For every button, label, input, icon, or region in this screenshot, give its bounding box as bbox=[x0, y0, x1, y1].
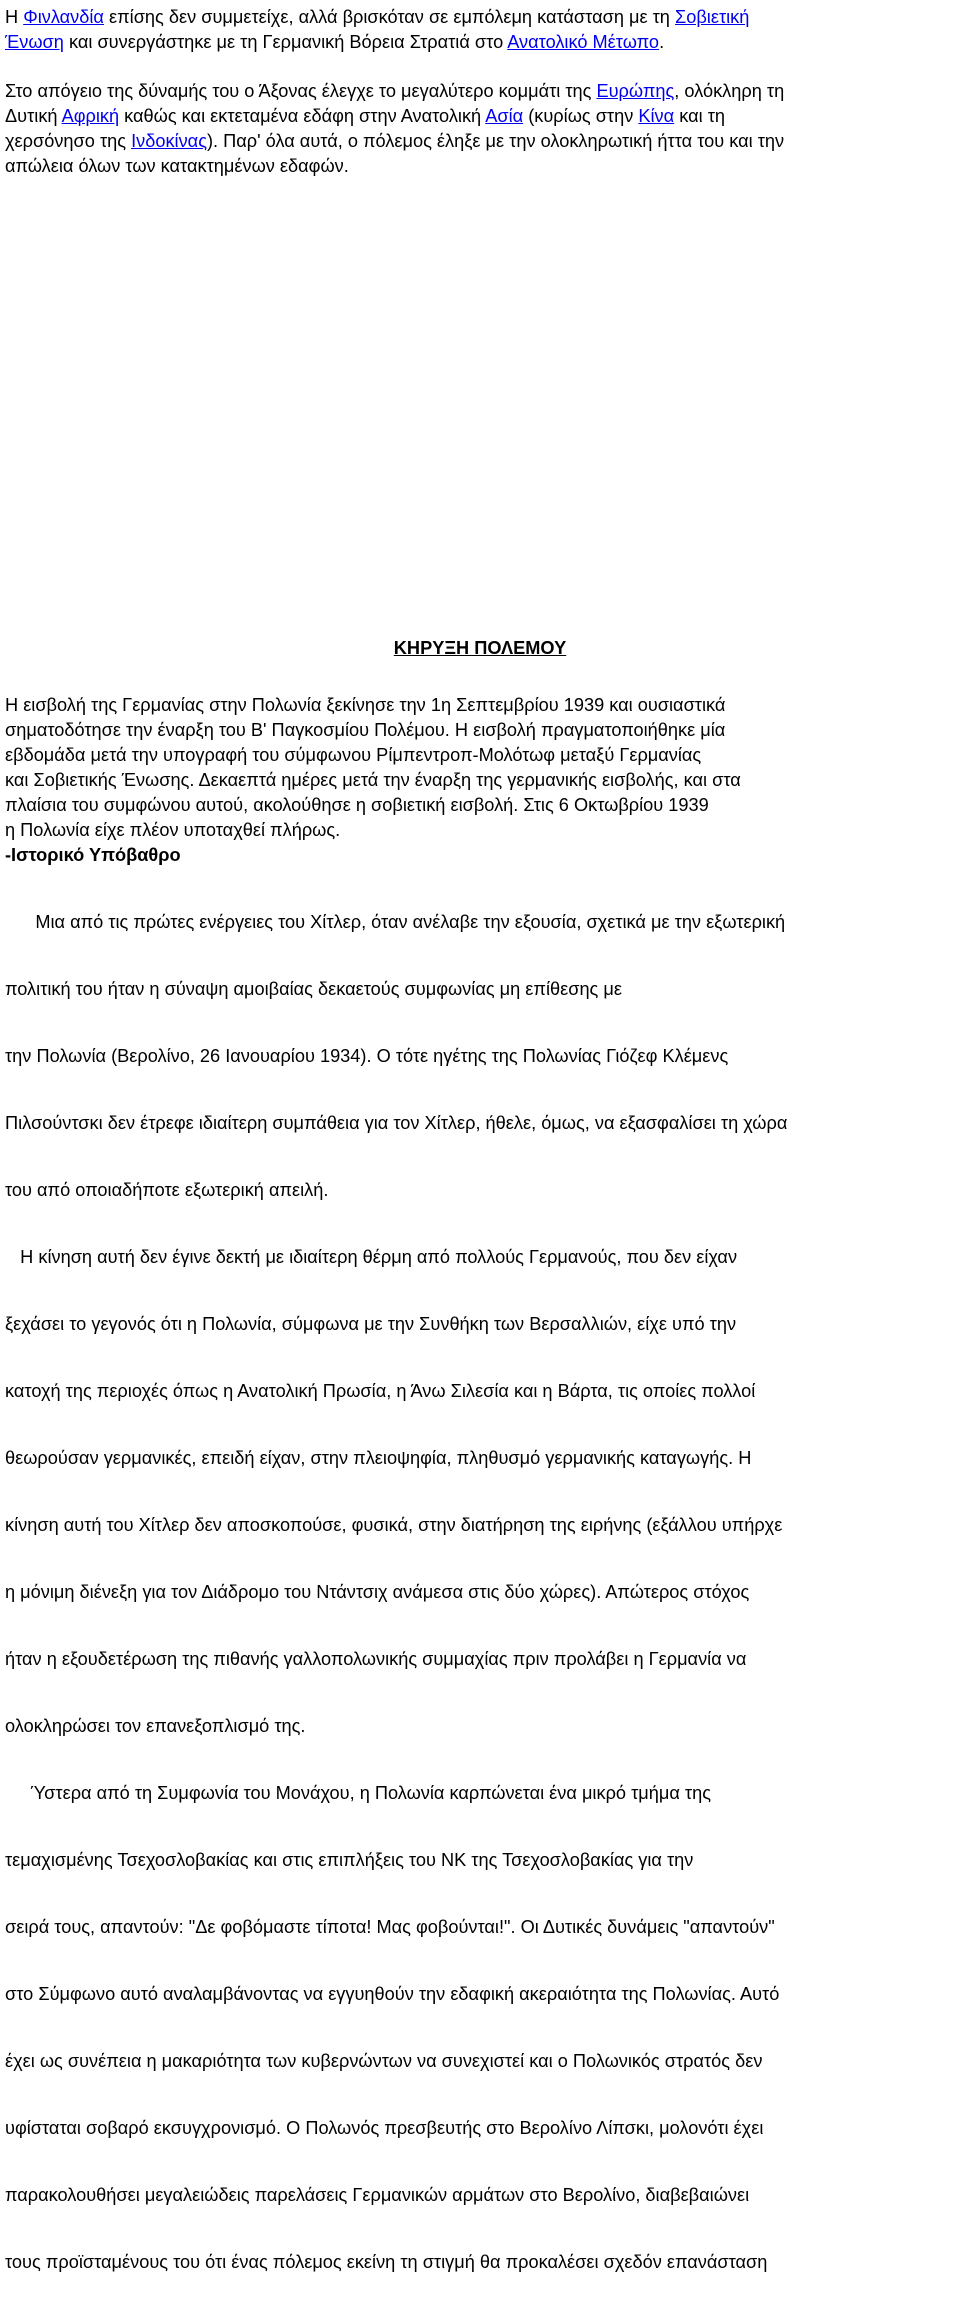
text-span: Η bbox=[5, 7, 24, 27]
text-span: (κυρίως στην bbox=[523, 106, 639, 126]
text-line bbox=[5, 129, 960, 154]
text-span: και τη bbox=[674, 106, 726, 126]
link-eastern-front[interactable]: Ανατολικό Μέτωπο bbox=[507, 32, 660, 52]
link-asia[interactable]: Ασία bbox=[485, 106, 524, 126]
text-line: Ύστερα από τη Συμφωνία του Μονάχου, η Πολωνία καρπώνεται ένα μικρό τμήμα της bbox=[5, 1783, 711, 1803]
link-china[interactable]: Κίνα bbox=[638, 106, 675, 126]
text-line: κατοχή της περιοχές όπως η Ανατολική Πρωσία, η Άνω Σιλεσία και η Βάρτα, τις οποίες πολλοί bbox=[5, 1381, 756, 1401]
text-line: η μόνιμη διένεξη για τον Διάδρομο του Ντάντσιχ ανάμεσα στις δύο χώρες). Απώτερος στόχος bbox=[5, 1582, 750, 1602]
text-line: υφίσταται σοβαρό εκσυγχρονισμό. Ο Πολωνός πρεσβευτής στο Βερολίνο Λίπσκι, μολονότι έχει bbox=[5, 2118, 764, 2138]
text-span: Στο απόγειο της δύναμής του ο Άξονας έλεγχε το μεγαλύτερο κομμάτι της bbox=[5, 81, 597, 101]
text-line: πολιτική του ήταν η σύναψη αμοιβαίας δεκαετούς συμφωνίας μη επίθεσης με bbox=[5, 979, 622, 999]
background-paragraph bbox=[5, 868, 960, 2317]
text-line: κίνηση αυτή του Χίτλερ δεν αποσκοπούσε, φυσικά, στην διατήρηση της ειρήνης (εξάλλου υπήρχε bbox=[5, 1515, 783, 1535]
text-line: Η εισβολή της Γερμανίας στην Πολωνία ξεκίνησε την 1η Σεπτεμβρίου 1939 και ουσιαστικά bbox=[5, 695, 726, 715]
text-line: Πιλσούντσκι δεν έτρεφε ιδιαίτερη συμπάθεια για τον Χίτλερ, ήθελε, όμως, να εξασφαλίσει τη χώρα bbox=[5, 1113, 788, 1133]
text-line: ολοκληρώσει τον επανεξοπλισμό της. bbox=[5, 1716, 306, 1736]
text-span: Δυτική bbox=[5, 106, 62, 126]
text-line bbox=[5, 5, 960, 30]
text-span: , ολόκληρη τη bbox=[674, 81, 785, 101]
text-line: ξεχάσει το γεγονός ότι η Πολωνία, σύμφωνα με την Συνθήκη των Βερσαλλιών, είχε υπό την bbox=[5, 1314, 737, 1334]
text-line: πλαίσια του συμφώνου αυτού, ακολούθησε η σοβιετική εισβολή. Στις 6 Οκτωβρίου 1939 bbox=[5, 795, 709, 815]
text-line: θεωρούσαν γερμανικές, επειδή είχαν, στην πλειοψηφία, πληθυσμό γερμανικής καταγωγής. Η bbox=[5, 1448, 752, 1468]
text-line: παρακολουθήσει μεγαλειώδεις παρελάσεις Γερμανικών αρμάτων στο Βερολίνο, διαβεβαιώνει bbox=[5, 2185, 750, 2205]
text-line: στο Σύμφωνο αυτό αναλαμβάνοντας να εγγυηθούν την εδαφική ακεραιότητα της Πολωνίας. Αυτό bbox=[5, 1984, 780, 2004]
intro-paragraph-axis bbox=[5, 79, 960, 179]
text-line: η Πολωνία είχε πλέον υποταχθεί πλήρως. bbox=[5, 820, 341, 840]
text-line: έχει ως συνέπεια η μακαριότητα των κυβερνώντων να συνεχιστεί και ο Πολωνικός στρατός δεν bbox=[5, 2051, 763, 2071]
text-line: τους προϊσταμένους του ότι ένας πόλεμος εκείνη τη στιγμή θα προκαλέσει σχεδόν επανάσταση bbox=[5, 2252, 768, 2272]
text-line: σειρά τους, απαντούν: "Δε φοβόμαστε τίποτα! Μας φοβούνται!". Οι Δυτικές δυνάμεις "απαντούν" bbox=[5, 1917, 775, 1937]
intro-paragraph-finland bbox=[5, 5, 960, 55]
text-line: και Σοβιετικής Ένωσης. Δεκαεπτά ημέρες μετά την έναρξη της γερμανικής εισβολής, και στα bbox=[5, 770, 741, 790]
invasion-paragraph bbox=[5, 693, 960, 868]
link-finland[interactable]: Φινλανδία bbox=[23, 7, 104, 27]
subheading-background: -Ιστορικό Υπόβαθρο bbox=[5, 845, 181, 865]
text-span: ). Παρ' όλα αυτά, ο πόλεμος έληξε με την ολοκληρωτική ήττα του και την bbox=[206, 131, 785, 151]
text-span: και συνεργάστηκε με τη Γερμανική Βόρεια Στρατιά στο bbox=[63, 32, 508, 52]
text-line: τεμαχισμένης Τσεχοσλοβακίας και στις επιπλήξεις του ΝΚ της Τσεχοσλοβακίας για την bbox=[5, 1850, 694, 1870]
text-line bbox=[5, 104, 960, 129]
text-line: Η κίνηση αυτή δεν έγινε δεκτή με ιδιαίτερη θέρμη από πολλούς Γερμανούς, που δεν είχαν bbox=[5, 1247, 738, 1267]
link-europe[interactable]: Ευρώπης bbox=[596, 81, 675, 101]
link-africa[interactable]: Αφρική bbox=[61, 106, 120, 126]
text-line: ήταν η εξουδετέρωση της πιθανής γαλλοπολωνικής συμμαχίας πριν προλάβει η Γερμανία να bbox=[5, 1649, 747, 1669]
text-line: απώλεια όλων των κατακτημένων εδαφών. bbox=[5, 156, 349, 176]
text-line: Μια από τις πρώτες ενέργειες του Χίτλερ, όταν ανέλαβε την εξουσία, σχετικά με την εξωτερική bbox=[5, 912, 786, 932]
section-title: ΚΗΡΥΞΗ ΠΟΛΕΜΟΥ bbox=[393, 638, 567, 658]
text-line bbox=[5, 79, 960, 104]
text-span: χερσόνησο της bbox=[5, 131, 132, 151]
text-line: σηματοδότησε την έναρξη του Β' Παγκοσμίου Πολέμου. Η εισβολή πραγματοποιήθηκε μία bbox=[5, 720, 726, 740]
text-line: την Πολωνία (Βερολίνο, 26 Ιανουαρίου 1934). Ο τότε ηγέτης της Πολωνίας Γιόζεφ Κλέμενς bbox=[5, 1046, 729, 1066]
text-line: εβδομάδα μετά την υπογραφή του σύμφωνου Ρίμπεντροπ-Μολότωφ μεταξύ Γερμανίας bbox=[5, 745, 702, 765]
text-span: καθώς και εκτεταμένα εδάφη στην Ανατολική bbox=[119, 106, 486, 126]
text-line: του από οποιαδήποτε εξωτερική απειλή. bbox=[5, 1180, 329, 1200]
text-span: επίσης δεν συμμετείχε, αλλά βρισκόταν σε εμπόλεμη κατάσταση με τη bbox=[103, 7, 675, 27]
link-indochina[interactable]: Ινδοκίνας bbox=[131, 131, 207, 151]
link-soviet[interactable]: Σοβιετική bbox=[674, 7, 750, 27]
link-union[interactable]: Ένωση bbox=[5, 32, 64, 52]
text-span: . bbox=[659, 32, 665, 52]
text-line bbox=[5, 30, 960, 55]
